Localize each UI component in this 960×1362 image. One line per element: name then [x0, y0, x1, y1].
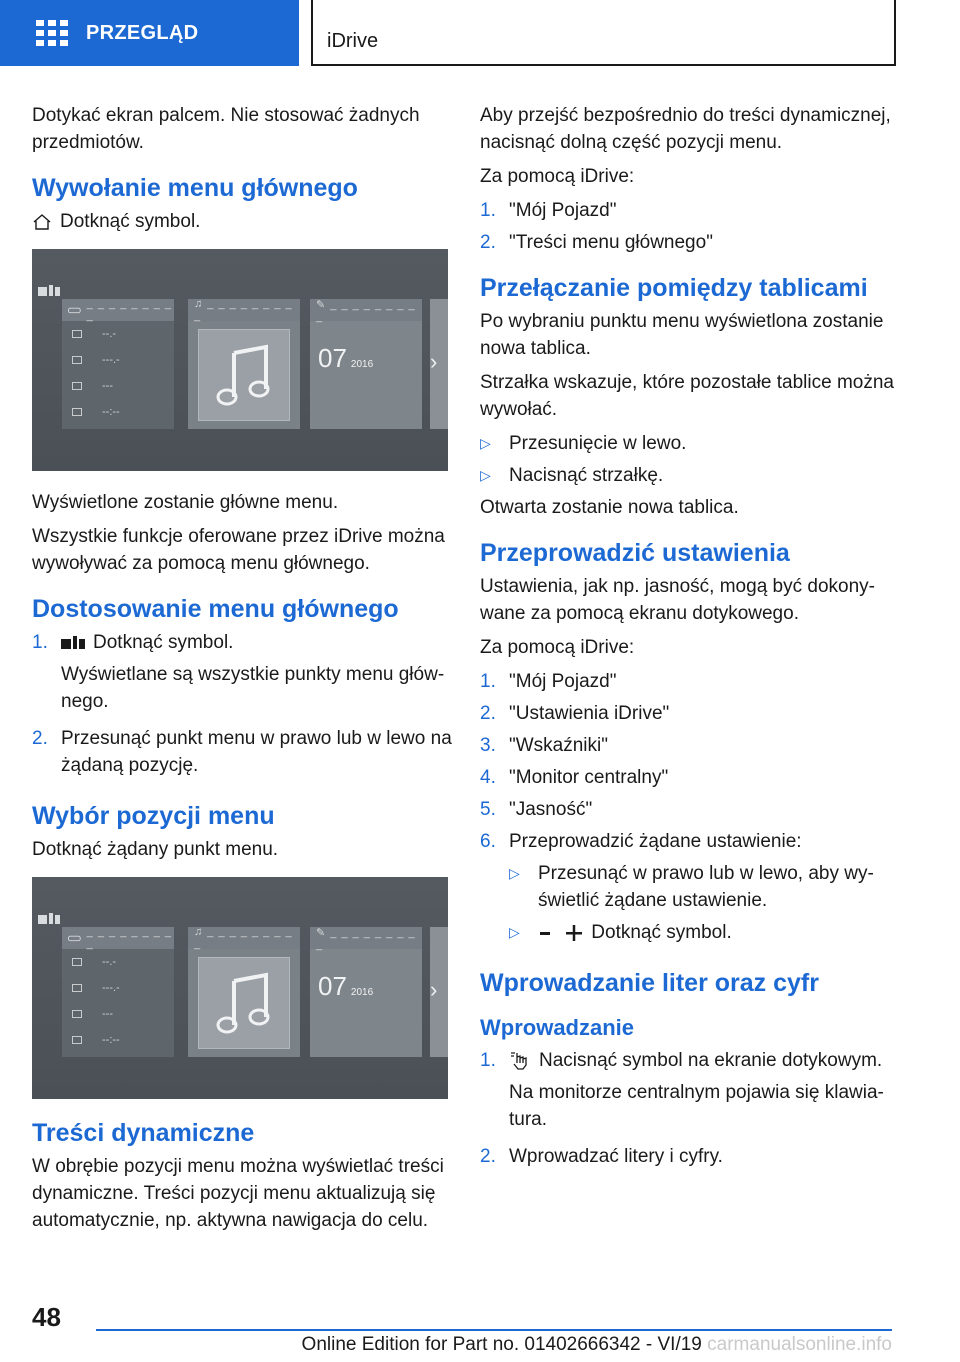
left-column	[32, 102, 452, 1241]
music-note-icon	[198, 957, 290, 1049]
calendar-card-header: ✎ _ _ _ _ _ _ _ _ _	[310, 299, 422, 321]
keyboard-hand-icon	[509, 1051, 531, 1071]
heading-switch: Przełączanie pomiędzy tablicami	[480, 274, 868, 302]
intro-text: Dotykać ekran palcem. Nie stosować żadnych przedmiotów.	[32, 105, 420, 153]
menu-cards-icon	[38, 285, 60, 297]
media-card	[188, 299, 300, 429]
speed-icon	[72, 356, 82, 364]
chevron-right-icon[interactable]: ›	[430, 977, 438, 1002]
vehicle-row: ---	[62, 1001, 174, 1027]
home-icon	[32, 212, 52, 232]
page-number: 48	[32, 1302, 61, 1332]
main-menu-screenshot	[32, 249, 448, 471]
music-note-icon	[198, 329, 290, 421]
range-icon	[72, 382, 82, 390]
list-item: ▷ Nacisnąć strzałkę.	[480, 462, 895, 489]
calendar-card-header: ✎ _ _ _ _ _ _ _ _ _	[310, 927, 422, 949]
media-card-header: ♫ _ _ _ _ _ _ _ _ _	[188, 927, 300, 949]
list-item: 6. Przeprowadzić żądane ustawienie: ▷ Przesunąć w prawo lub w lewo, aby wyświetlić żądane ustawienie. ▷ Dotknąć symbol.	[480, 828, 895, 951]
list-item: 1. Nacisnąć symbol na ekranie dotykowym. Na monitorze centralnym pojawia się klawiatura.	[480, 1050, 884, 1130]
switch-text-1: Po wybraniu punktu menu wyświetlona zostanie nowa tablica.	[480, 311, 884, 359]
list-item: 1. "Mój Pojazd"	[480, 200, 617, 221]
calendar-date: 07 2016	[318, 343, 374, 373]
list-item: ▷ Dotknąć symbol.	[509, 919, 895, 946]
range-icon	[72, 1010, 82, 1018]
list-item: ▷ Przesunięcie w lewo.	[480, 430, 895, 457]
list-item: 2. Przesunąć punkt menu w prawo lub w lewo na żądaną pozycję.	[32, 728, 452, 776]
grid-icon	[36, 20, 68, 46]
media-card-header: ♫ _ _ _ _ _ _ _ _ _	[188, 299, 300, 321]
header-tab-label: PRZEGLĄD	[86, 21, 199, 44]
car-icon	[68, 934, 81, 942]
header-tab[interactable]	[0, 0, 299, 66]
footer-edition: Online Edition for Part no. 01402666342 - VI/19 carmanualsonline.info	[301, 1334, 892, 1355]
car-icon	[68, 306, 81, 314]
vehicle-row: ---	[62, 373, 174, 399]
vehicle-row: ---.-	[62, 975, 174, 1001]
clock-icon	[72, 1036, 82, 1044]
menu-cards-icon	[61, 636, 85, 650]
speed-icon	[72, 984, 82, 992]
header-title-box	[311, 0, 896, 66]
heading-settings: Przeprowadzić ustawienia	[480, 539, 790, 567]
vehicle-row: --.-	[62, 321, 174, 347]
switch-text-2: Strzałka wskazuje, które pozostałe tablice można wywołać.	[480, 372, 894, 420]
fuel-icon	[72, 958, 82, 966]
heading-dynamic: Treści dynamiczne	[32, 1119, 255, 1147]
select-menu-screenshot	[32, 877, 448, 1099]
vehicle-card-header: _ _ _ _ _ _ _ _ _	[62, 299, 174, 321]
list-item: 2. "Ustawienia iDrive"	[480, 703, 670, 724]
calendar-card	[310, 927, 422, 1057]
heading-input: Wprowadzanie	[480, 1015, 635, 1040]
calendar-card	[310, 299, 422, 429]
vehicle-card	[62, 927, 174, 1057]
settings-text: Ustawienia, jak np. jasność, mogą być dokonywane za pomocą ekranu dotykowego.	[480, 576, 875, 624]
list-item: 2. "Treści menu głównego"	[480, 232, 713, 253]
heading-customize: Dostosowanie menu głównego	[32, 595, 399, 623]
minus-icon	[538, 926, 552, 940]
heading-main-menu: Wywołanie menu głównego	[32, 174, 358, 202]
heading-letters: Wprowadzanie liter oraz cyfr	[480, 969, 819, 997]
list-item: 1. Dotknąć symbol. Wyświetlane są wszystkie punkty menu głównego.	[32, 632, 445, 712]
calendar-date: 07 2016	[318, 971, 374, 1001]
clock-icon	[72, 408, 82, 416]
list-item: 2. Wprowadzać litery i cyfry.	[480, 1146, 723, 1167]
main-menu-shown: Wyświetlone zostanie główne menu.	[32, 492, 339, 513]
main-menu-step	[32, 208, 452, 235]
media-card	[188, 927, 300, 1057]
watermark: carmanualsonline.info	[707, 1334, 892, 1355]
triangle-bullet-icon: ▷	[509, 865, 520, 881]
footer-divider	[96, 1329, 892, 1331]
fuel-icon	[72, 330, 82, 338]
main-menu-step-text: Dotknąć symbol.	[60, 211, 201, 232]
list-item: ▷ Przesunąć w prawo lub w lewo, aby wyświetlić żądane ustawienie.	[509, 860, 895, 914]
list-item: 5. "Jasność"	[480, 799, 593, 820]
list-item: 1. "Mój Pojazd"	[480, 671, 617, 692]
menu-cards-icon	[38, 913, 60, 925]
header-title: iDrive	[327, 30, 379, 52]
select-text: Dotknąć żądany punkt menu.	[32, 839, 279, 860]
plus-icon	[565, 924, 583, 942]
dynamic-text: W obrębie pozycji menu można wyświetlać treści dynamiczne. Treści pozycji menu aktualizują się automatycznie, np. aktywna nawigacja do celu.	[32, 1156, 444, 1231]
via-idrive-label: Za pomocą iDrive:	[480, 166, 635, 187]
right-column	[480, 102, 895, 1175]
vehicle-row: --.-	[62, 949, 174, 975]
via-idrive-label-2: Za pomocą iDrive:	[480, 637, 635, 658]
chevron-right-icon[interactable]: ›	[430, 349, 438, 374]
vehicle-card-header: _ _ _ _ _ _ _ _ _	[62, 927, 174, 949]
triangle-bullet-icon: ▷	[480, 435, 491, 451]
vehicle-row: ---.-	[62, 347, 174, 373]
triangle-bullet-icon: ▷	[480, 467, 491, 483]
list-item: 3. "Wskaźniki"	[480, 735, 608, 756]
vehicle-card	[62, 299, 174, 429]
triangle-bullet-icon: ▷	[509, 924, 520, 940]
vehicle-row: --:--	[62, 1027, 174, 1053]
dynamic-direct-text: Aby przejść bezpośrednio do treści dynamicznej, nacisnąć dolną część pozycji menu.	[480, 105, 891, 153]
switch-result: Otwarta zostanie nowa tablica.	[480, 497, 739, 518]
all-functions-text: Wszystkie funkcje oferowane przez iDrive można wywoływać za pomocą menu głównego.	[32, 526, 445, 574]
heading-select: Wybór pozycji menu	[32, 802, 275, 830]
list-item: 4. "Monitor centralny"	[480, 767, 669, 788]
vehicle-row: --:--	[62, 399, 174, 425]
